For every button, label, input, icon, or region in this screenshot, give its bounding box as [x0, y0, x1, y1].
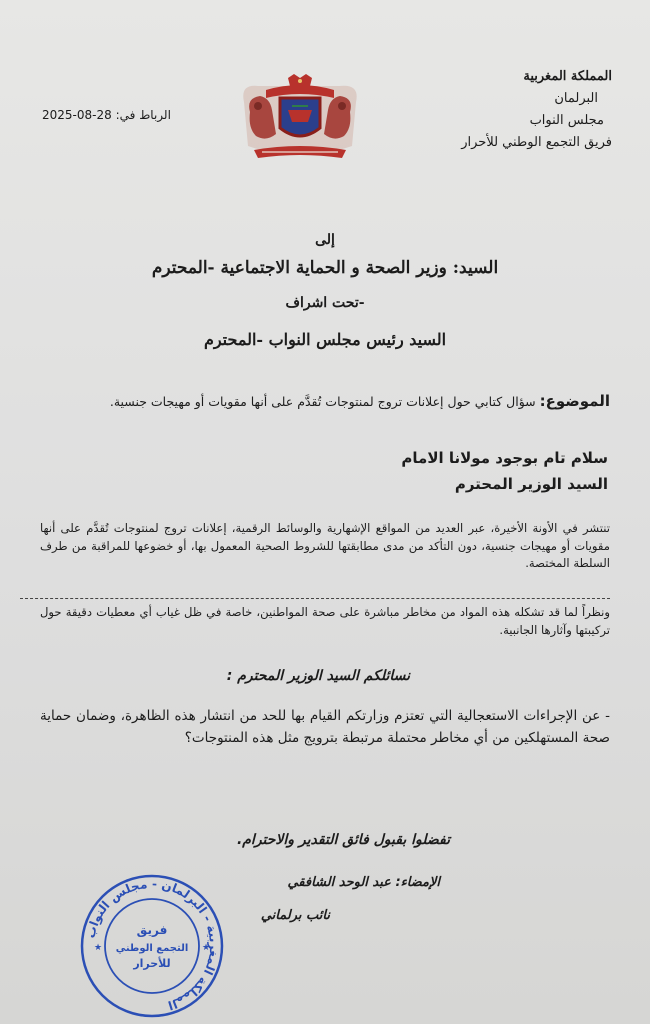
stamp-center-line-3: للأحرار: [133, 957, 171, 970]
closing-line: تفضلوا بقبول فائق التقدير والاحترام.: [236, 832, 450, 848]
addressee-minister: السيد: وزير الصحة و الحماية الاجتماعية -المحترم: [151, 258, 499, 278]
letterhead-kingdom: المملكة المغربية: [523, 69, 612, 84]
greeting-line-1: سلام تام بوجود مولانا الامام: [401, 449, 608, 467]
stamp-center-line-1: فريق: [136, 923, 168, 937]
stamp-ring-text: المملكة المغربية - البرلمان - مجلس النواب: [83, 876, 222, 1013]
addressee-to: إلى: [315, 232, 335, 248]
addressee-speaker: السيد رئيس مجلس النواب -المحترم: [203, 330, 447, 349]
stamp-star-left-icon: ★: [93, 943, 103, 953]
signature-line: الإمضاء: عبد الوحد الشافقي: [287, 875, 440, 890]
subject-label: الموضوع:: [539, 392, 610, 410]
letterhead-house: مجلس النواب: [529, 113, 604, 128]
official-stamp: [78, 872, 226, 1020]
letterhead-parliament: البرلمان: [554, 91, 598, 106]
body-paragraph-2: ونظراً لما قد تشكله هذه المواد من مخاطر مباشرة على صحة المواطنين، خاصة في ظل غياب أي معطيات دقيقة حول تركيبتها وآثارها الجانبية.: [40, 605, 610, 637]
greeting-line-2: السيد الوزير المحترم: [454, 475, 608, 493]
coat-of-arms-emblem: [236, 72, 364, 164]
letterhead-group: فريق التجمع الوطني للأحرار: [461, 135, 612, 150]
letterhead: [422, 66, 612, 154]
addressee-under: -تحت اشراف: [285, 295, 365, 311]
subject-line: [20, 392, 610, 411]
divider-line: [20, 598, 610, 599]
letter-date: الرباط في: 28-08-2025: [42, 108, 171, 122]
stamp-star-right-icon: ★: [201, 943, 211, 953]
question-intro: نسائلكم السيد الوزير المحترم :: [226, 668, 410, 684]
subject-text: سؤال كتابي حول إعلانات تروج لمنتوجات تُقدَّم على أنها مقويات أو مهيجات جنسية.: [109, 394, 540, 409]
stamp-center-line-2: التجمع الوطني: [115, 943, 189, 954]
question-text: - عن الإجراءات الاستعجالية التي تعتزم وزارتكم القيام بها للحد من انتشار هذه الظاهرة، وضمان حماية صحة المستهلكين من أي مخاطر محتملة مرتبطة بترويج مثل هذه المنتوجات؟: [40, 708, 610, 746]
body-paragraph-1: تنتشر في الأونة الأخيرة، عبر العديد من المواقع الإشهارية والوسائط الرقمية، إعلانات تروج لمنتوجات تُقدَّم على أنها مقويات أو مهيجات جنسية، دون التأكد من مدى مطابقتها للشروط الصحية المعمول بها، أو خضوعها للمراقبة من طرف السلطة المختصة.: [40, 521, 610, 570]
signature-role: نائب برلماني: [260, 908, 330, 923]
